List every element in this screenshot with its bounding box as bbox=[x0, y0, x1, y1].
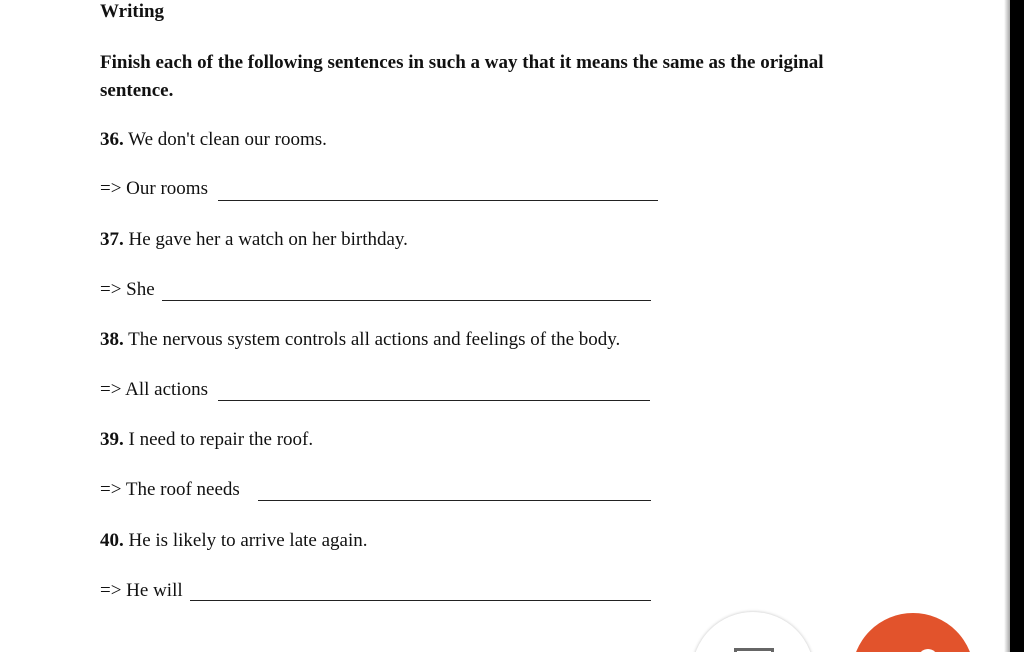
answer-blank-39[interactable] bbox=[258, 500, 651, 501]
answer-blank-40[interactable] bbox=[190, 600, 651, 601]
question-sentence: I need to repair the roof. bbox=[128, 429, 314, 450]
question-40 bbox=[100, 530, 368, 552]
answer-blank-38[interactable] bbox=[218, 400, 650, 401]
answer-prefix-37: => She bbox=[100, 279, 155, 300]
question-39 bbox=[100, 429, 313, 451]
page-edge-shadow bbox=[1004, 0, 1010, 652]
camera-button[interactable] bbox=[692, 612, 814, 652]
answer-prefix-40: => He will bbox=[100, 580, 183, 601]
question-number: 36. bbox=[100, 129, 124, 150]
question-sentence: The nervous system controls all actions and feelings of the body. bbox=[128, 329, 621, 350]
answer-blank-36[interactable] bbox=[218, 200, 658, 201]
question-37 bbox=[100, 229, 408, 251]
question-36 bbox=[100, 129, 327, 151]
answer-prefix-39: => The roof needs bbox=[100, 479, 240, 500]
question-number: 39. bbox=[100, 429, 124, 450]
answer-prefix-36: => Our rooms bbox=[100, 178, 208, 199]
question-number: 38. bbox=[100, 329, 124, 350]
camera-icon bbox=[734, 648, 774, 652]
instruction-text: Finish each of the following sentences in such a way that it means the same as the original sentence. bbox=[100, 52, 824, 101]
answer-prefix-38: => All actions bbox=[100, 379, 208, 400]
answer-blank-37[interactable] bbox=[162, 300, 651, 301]
question-sentence: He is likely to arrive late again. bbox=[128, 530, 368, 551]
question-sentence: He gave her a watch on her birthday. bbox=[128, 229, 408, 250]
question-38 bbox=[100, 329, 620, 351]
section-heading: Writing bbox=[100, 1, 165, 22]
question-number: 37. bbox=[100, 229, 124, 250]
question-sentence: We don't clean our rooms. bbox=[128, 129, 327, 150]
search-button[interactable] bbox=[852, 613, 974, 652]
question-number: 40. bbox=[100, 530, 124, 551]
